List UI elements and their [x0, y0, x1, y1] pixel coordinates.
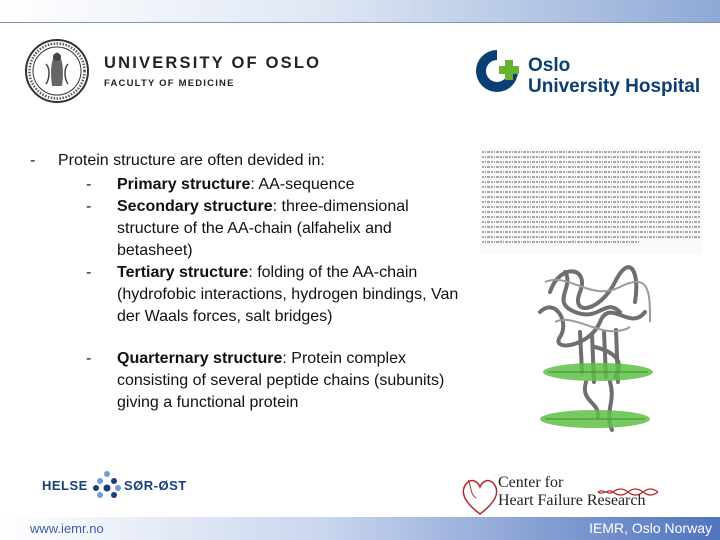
footer-bar: [0, 517, 720, 540]
dna-strand-icon: [498, 488, 658, 496]
sor-ost-text: SØR-ØST: [124, 478, 187, 493]
desc-primary: : AA-sequence: [250, 176, 355, 193]
desc-tertiary: : folding of the AA-chain (hydrofobic interactions, hydrogen bindings, Van der Waals forces, salt bridges): [117, 264, 459, 325]
sub-bullet-marker: -: [86, 198, 92, 215]
helse-sor-ost-logo: [42, 470, 202, 502]
uio-seal-icon: [24, 38, 90, 104]
heart-failure-research-logo: [458, 470, 658, 518]
hospital-logo-icon: [472, 46, 522, 96]
sub-bullet-marker: -: [86, 264, 92, 281]
hospital-name-line1: Oslo: [528, 55, 571, 76]
top-divider: [0, 22, 720, 23]
uio-name: UNIVERSITY OF OSLO: [104, 54, 322, 72]
chfr-line2: Heart Failure Research: [498, 492, 646, 509]
heart-icon: [458, 474, 502, 518]
uio-faculty: FACULTY OF MEDICINE: [104, 78, 235, 89]
protein-structure-image: [520, 252, 670, 447]
desc-secondary: : three-dimensional structure of the AA-chain (alfahelix and betasheet): [117, 198, 409, 259]
helse-text: HELSE: [42, 478, 88, 493]
desc-quarternary: : Protein complex consisting of several peptide chains (subunits) giving a functional protein: [117, 350, 445, 411]
hospital-name-line2: University Hospital: [528, 76, 701, 97]
term-primary: Primary structure: [117, 176, 251, 193]
bullet-marker: -: [30, 152, 36, 169]
top-banner: [0, 0, 720, 22]
chfr-line1: Center for: [498, 474, 564, 491]
bullet-heading: Protein structure are often devided in:: [58, 152, 325, 169]
term-quarternary: Quarternary structure: [117, 350, 283, 367]
helse-dots-icon: [92, 470, 122, 502]
term-tertiary: Tertiary structure: [117, 264, 249, 281]
sequence-alignment-image: [480, 148, 702, 254]
sub-bullet-marker: -: [86, 350, 92, 367]
term-secondary: Secondary structure: [117, 198, 273, 215]
sub-bullet-marker: -: [86, 176, 92, 193]
footer-website[interactable]: www.iemr.no: [30, 521, 104, 536]
footer-institution: IEMR, Oslo Norway: [589, 520, 712, 536]
